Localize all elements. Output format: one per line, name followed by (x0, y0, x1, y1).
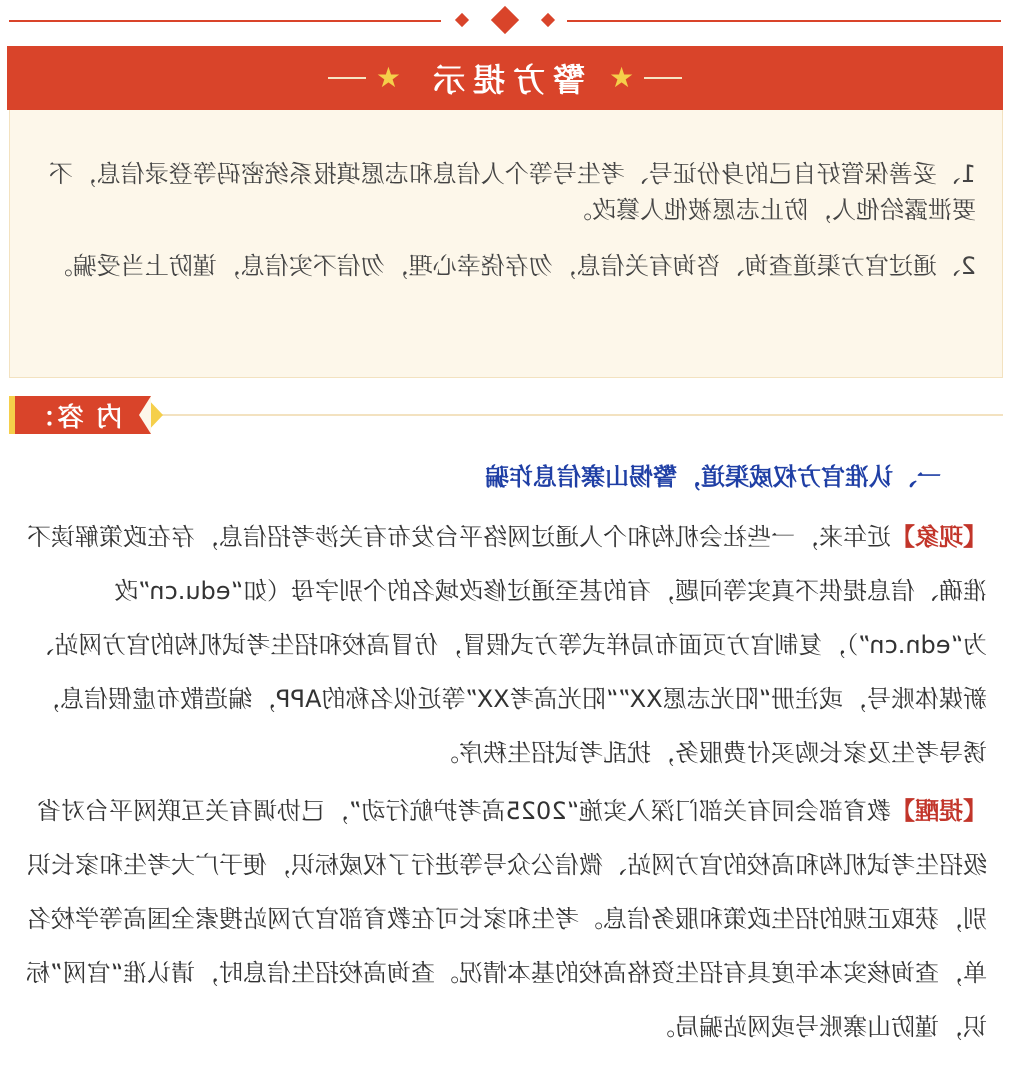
phenomenon-label: 【现象】 (891, 523, 987, 551)
section-divider (143, 414, 1003, 416)
tip-item-1: 1、妥善保管好自己的身份证号、考生号等个人信息和志愿填报系统密码等登录信息，不要泄露给他人，防止志愿被他人篡改。 (48, 160, 976, 224)
section-tag (9, 396, 163, 434)
star-icon: ★ (375, 61, 401, 94)
banner-title: 警方提示 (425, 61, 586, 99)
police-tip-banner (7, 46, 1003, 110)
diamond-ornament-icon (491, 6, 519, 34)
article-body (21, 510, 987, 1054)
reminder-label: 【提醒】 (891, 797, 987, 825)
ornament-line-left (567, 20, 1001, 22)
paragraph-reminder (21, 784, 987, 1054)
phenomenon-text: 近年来，一些社会机构和个人通过网络平台发布有关涉考招信息，存在政策解读不准确、信息提供不真实等问题，有的甚至通过修改域名的个别字母（如“edu.cn”改为“edn.cn”），复制官方页面布局样式等方式假冒，仿冒高校和招生考试机构的官方网站、新媒体账号，或注册“阳光志愿XX”“阳光高考XX”等近似名称的APP，编造散布虚假信息，诱导考生及家长购买付费服务，扰乱考试招生秩序。 (27, 523, 987, 767)
diamond-ornament-icon (455, 13, 469, 27)
reminder-text: 教育部会同有关部门深入实施“2025高考护航行动”，已协调有关互联网平台对省级招生考试机构和高校的官方网站、微信公众号等进行了权威标识，便于广大考生和家长识别，获取正规的招生政策和服务信息。考生和家长可在教育部官方网站搜索全国高等学校名单，查询核实本年度具有招生资格高校的基本情况。查询高校招生信息时，请认准“官网”标识，谨防山寨账号或网站骗局。 (26, 797, 987, 1041)
star-icon: ★ (609, 61, 635, 94)
article-heading: 一、认准官方权威渠道，警惕山寨信息诈骗 (485, 463, 941, 491)
banner-decoration-left (599, 61, 682, 94)
banner-decoration-right (328, 61, 411, 94)
tip-box (9, 110, 1003, 378)
paragraph-phenomenon (21, 510, 987, 780)
diamond-ornament-icon (541, 13, 555, 27)
tip-item-2: 2、通过官方渠道查询、咨询有关信息，勿存侥幸心理，勿信不实信息，谨防上当受骗。 (48, 252, 976, 280)
ornament-line-right (9, 20, 441, 22)
section-tag-label: 内 容： (27, 402, 123, 433)
